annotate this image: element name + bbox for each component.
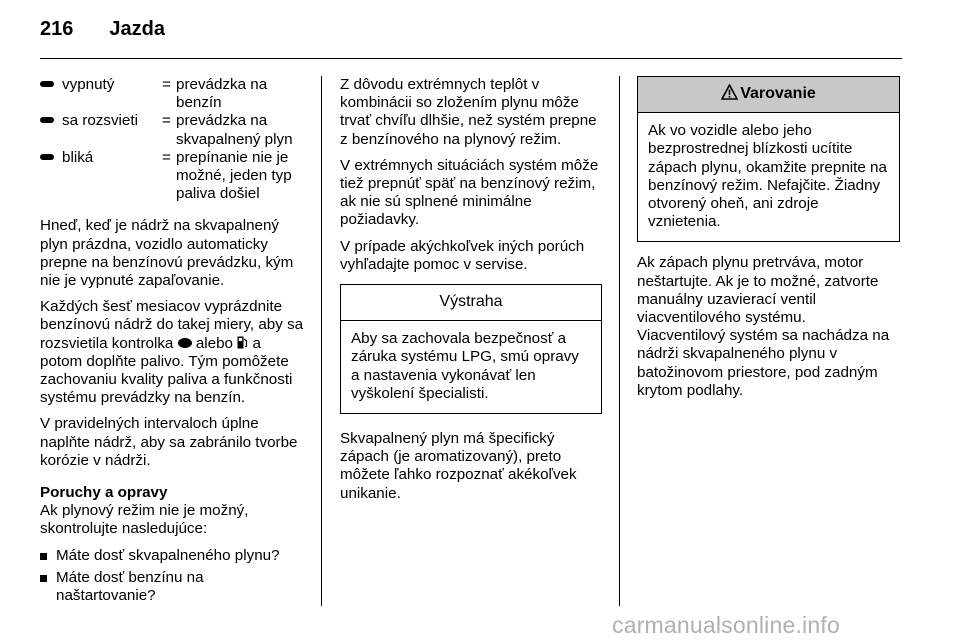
paragraph: Skvapalnený plyn má špecifický zápach (je aromatizovaný), preto môžete ľahko rozpoznať akékoľvek unikanie. [340,430,577,502]
column-2 [340,76,602,511]
page-header [40,18,165,41]
column-3 [637,76,900,408]
paragraph: V extrémnych situáciách systém môže tiež prepnúť späť na benzínový režim, ak nie sú splnené minimálne požiadavky. [340,156,599,229]
paragraph-part: a potom doplňte palivo. Tým pomôžete zachovaniu kvality paliva a funkčnosti systému prevádzky na benzín. [40,334,293,407]
status-meaning: prepínanie nie je možné, jeden typ paliva došiel [176,148,292,203]
section-heading: Poruchy a opravy [40,484,168,502]
list-item-text: Máte dosť benzínu na naštartovanie? [56,568,204,605]
lpg-indicator-icon [178,338,192,348]
status-state: sa rozsvieti [62,112,138,130]
status-equals: = [162,112,171,130]
status-meaning: prevádzka na skvapalnený plyn [176,112,293,148]
warning-header [638,77,899,113]
paragraph: Z dôvodu extrémnych teplôt v kombinácii so zložením plynu môže trvať chvíľu dlhšie, než systém prepne z benzínového na plynový režim. [340,76,597,148]
page-title: Jazda [109,18,165,40]
paragraph-part: Každých šesť mesiacov vyprázdnite benzínovú nádrž do takej miery, aby sa rozsvietila kontrolka [40,298,304,352]
status-meaning: prevádzka na benzín [176,76,268,112]
paragraph: Hneď, keď je nádrž na skvapalnený plyn prázdna, vozidlo automaticky prepne na benzínovú prevádzku, kým nie je vypnuté zapaľovanie. [40,217,294,290]
lamp-icon [40,117,54,123]
header-rule [40,58,902,59]
status-row [40,112,306,148]
warning-title: Varovanie [740,85,816,102]
paragraph: Ak zápach plynu pretrváva, motor neštartujte. Ak je to možné, zatvorte manuálny uzavierací ventil viacventilového systému. [637,254,879,327]
paragraph: Ak plynový režim nie je možný, skontrolujte nasledujúce: [40,502,249,538]
paragraph: V prípade akýchkoľvek iných porúch vyhľadajte pomoc v servise. [340,237,585,273]
status-equals: = [162,76,171,93]
bullet-icon [40,553,47,560]
notice-body: Aby sa zachovala bezpečnosť a záruka systému LPG, smú opravy a nastavenia vykonávať len vyškolení špecialisti. [351,330,579,402]
status-table [40,76,306,203]
paragraph: V pravidelných intervaloch úplne naplňte nádrž, aby sa zabránilo tvorbe korózie v nádrži. [40,415,298,469]
bullet-icon [40,575,47,582]
warning-body: Ak vo vozidle alebo jeho bezprostrednej blízkosti ucítite zápach plynu, okamžite prepnite na benzínový režim. Nefajčite. Žiadny otvorený oheň, ani zdroje vznietenia. [648,122,887,231]
page-number: 216 [40,18,74,40]
status-row [40,76,306,112]
status-row [40,149,306,204]
paragraph: Viacventilový systém sa nachádza na nádrži skvapalneného plynu v batožinovom priestore, pod zadným krytom podlahy. [637,327,890,399]
warning-triangle-icon [721,84,738,100]
lamp-icon [40,154,54,160]
list-item [40,547,306,565]
list-item [40,569,306,605]
paragraph-part: alebo [195,334,234,352]
watermark: carmanualsonline.info [612,612,840,638]
status-equals: = [162,148,171,166]
notice-box [340,284,602,414]
fuel-pump-icon [237,336,248,349]
paragraph [40,298,306,407]
notice-title: Výstraha [341,285,601,321]
column-1 [40,76,306,609]
column-divider-1 [321,76,322,606]
status-state: vypnutý [62,76,115,93]
lamp-icon [40,81,54,87]
column-divider-2 [619,76,620,606]
warning-box [637,76,900,242]
list-item-text: Máte dosť skvapalneného plynu? [56,546,280,564]
status-state: bliká [62,148,94,166]
